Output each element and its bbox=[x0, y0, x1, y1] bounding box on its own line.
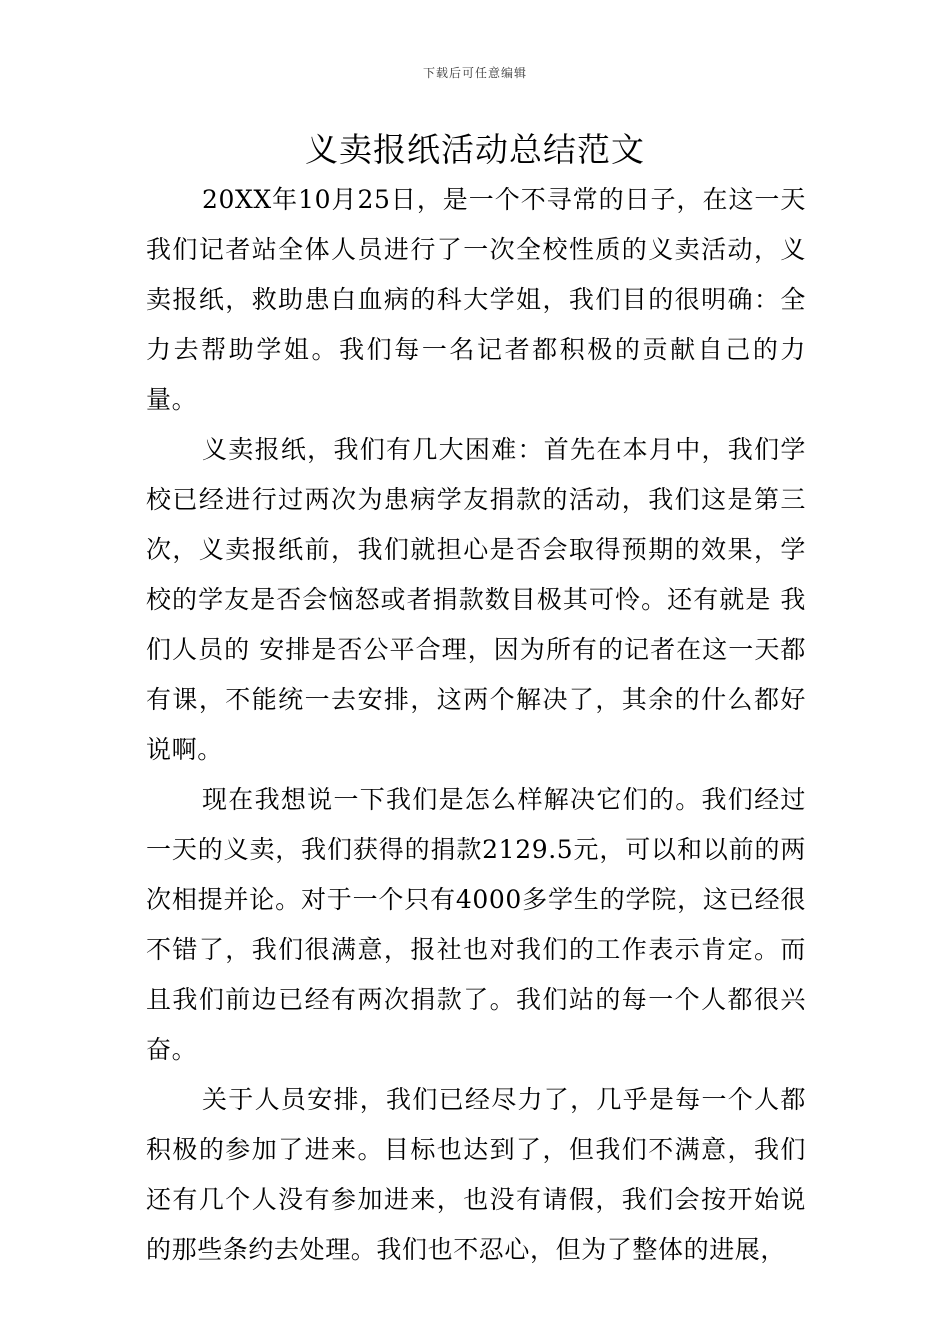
paragraph: 义卖报纸，我们有几大困难：首先在本月中，我们学校已经进行过两次为患病学友捐款的活动，我们这是第三次，义卖报纸前，我们就担心是否会取得预期的效果，学校的学友是否会恼怒或者捐款数目极其可怜。还有就是 我们人员的 安排是否公平合理，因为所有的记者在这一天都有课，不能统一去安排，这两个解决了，其余的什么都好说啊。 bbox=[146, 435, 806, 764]
document-title: 义卖报纸活动总结范文 bbox=[305, 130, 645, 169]
paragraph: 20XX年10月25日，是一个不寻常的日子，在这一天我们记者站全体人员进行了一次全校性质的义卖活动，义卖报纸，救助患白血病的科大学姐，我们目的很明确：全力去帮助学姐。我们每一名记者都积极的贡献自己的力量。 bbox=[146, 185, 806, 414]
header-note: 下载后可任意编辑 bbox=[422, 66, 527, 80]
paragraph: 现在我想说一下我们是怎么样解决它们的。我们经过一天的义卖，我们获得的捐款2129.5元，可以和以前的两次相提并论。对于一个只有4000多学生的学院，这已经很不错了，我们很满意，报社也对我们的工作表示肯定。而且我们前边已经有两次捐款了。我们站的每一个人都很兴奋。 bbox=[146, 785, 806, 1064]
paragraph: 关于人员安排，我们已经尽力了，几乎是每一个人都积极的参加了进来。目标也达到了，但我们不满意，我们还有几个人没有参加进来，也没有请假，我们会按开始说的那些条约去处理。我们也不忍心，但为了整体的进展， bbox=[146, 1085, 806, 1264]
document-body bbox=[146, 175, 806, 1275]
